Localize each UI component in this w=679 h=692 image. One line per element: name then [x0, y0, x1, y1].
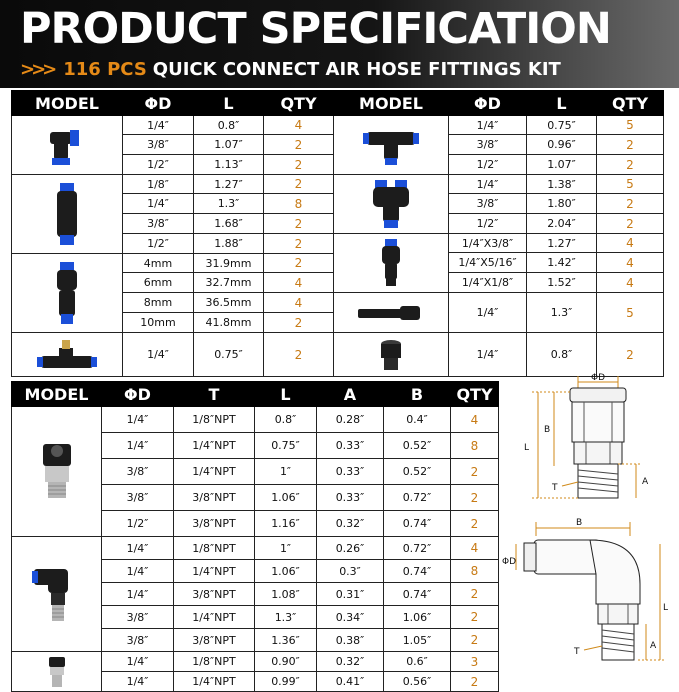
- header-length: L: [194, 91, 264, 116]
- table-cell: 3/8″: [449, 135, 527, 155]
- qty-cell: 8: [451, 560, 499, 583]
- table-cell: 0.4″: [384, 407, 451, 433]
- qty-cell: 5: [597, 293, 664, 333]
- table-cell: 1.3″: [255, 606, 317, 629]
- table-cell: 1/4″: [102, 560, 174, 583]
- header-diameter: ΦD: [102, 382, 174, 407]
- qty-cell: 2: [597, 214, 664, 234]
- straight-connector-dimension-diagram: [512, 372, 672, 504]
- table-cell: 0.26″: [317, 537, 384, 560]
- table-cell: 1.38″: [527, 175, 597, 194]
- table-cell: 1/4″NPT: [174, 672, 255, 692]
- table-cell: 0.38″: [317, 629, 384, 652]
- table-cell: 1.27″: [527, 234, 597, 253]
- table-cell: 1/4″NPT: [174, 606, 255, 629]
- table-cell: 1/4″: [102, 433, 174, 459]
- table-cell: 0.72″: [384, 537, 451, 560]
- table-cell: 41.8mm: [194, 313, 264, 333]
- table-cell: 1/4″: [123, 194, 194, 214]
- table-cell: 10mm: [123, 313, 194, 333]
- table-cell: 1/4″: [102, 583, 174, 606]
- dim-label-l: L: [663, 603, 669, 613]
- header-a: A: [317, 382, 384, 407]
- qty-cell: 2: [451, 629, 499, 652]
- table-cell: 1.27″: [194, 175, 264, 194]
- qty-cell: 8: [264, 194, 334, 214]
- qty-cell: 4: [597, 234, 664, 253]
- table-cell: 32.7mm: [194, 273, 264, 293]
- table-cell: 3/8″NPT: [174, 583, 255, 606]
- table-cell: 0.75″: [255, 433, 317, 459]
- table-cell: 0.33″: [317, 433, 384, 459]
- dim-label-t: T: [574, 647, 580, 657]
- table-cell: 1″: [255, 459, 317, 485]
- qty-cell: 2: [264, 234, 334, 254]
- dim-label-a: A: [650, 641, 657, 651]
- table-cell: 1.88″: [194, 234, 264, 254]
- table-cell: 1.06″: [384, 606, 451, 629]
- qty-cell: 4: [451, 407, 499, 433]
- qty-cell: 4: [264, 116, 334, 135]
- qty-cell: 4: [451, 537, 499, 560]
- table-cell: 3/8″: [123, 214, 194, 234]
- header-model: MODEL: [12, 382, 102, 407]
- qty-cell: 4: [264, 273, 334, 293]
- table-cell: 1/4″: [102, 407, 174, 433]
- table-cell: 1.13″: [194, 155, 264, 175]
- header-length: L: [255, 382, 317, 407]
- table-cell: 3/8″: [449, 194, 527, 214]
- table-cell: 3/8″NPT: [174, 511, 255, 537]
- straight-union-icon: [12, 175, 123, 254]
- dim-label-b: B: [544, 425, 551, 435]
- table-cell: 1.16″: [255, 511, 317, 537]
- table-cell: 1/2″: [449, 214, 527, 234]
- qty-cell: 4: [597, 253, 664, 273]
- dim-label-d: ΦD: [502, 557, 517, 567]
- dim-label-t: T: [552, 483, 558, 493]
- qty-cell: 2: [264, 214, 334, 234]
- table-cell: 0.52″: [384, 433, 451, 459]
- table-cell: 1/2″: [123, 234, 194, 254]
- table-cell: 3/8″NPT: [174, 629, 255, 652]
- table-cell: 1/4″: [449, 116, 527, 135]
- bulkhead-icon: [334, 333, 449, 377]
- header-thread: T: [174, 382, 255, 407]
- table-cell: 1/8″: [123, 175, 194, 194]
- table-cell: 0.90″: [255, 652, 317, 672]
- table-cell: 1/8″NPT: [174, 652, 255, 672]
- table-cell: 36.5mm: [194, 293, 264, 313]
- table-cell: 3/8″: [102, 485, 174, 511]
- table-cell: 1.80″: [527, 194, 597, 214]
- table-cell: 1.07″: [194, 135, 264, 155]
- table-cell: 0.3″: [317, 560, 384, 583]
- table-cell: 1.05″: [384, 629, 451, 652]
- table-cell: 1/2″: [449, 155, 527, 175]
- header-diameter: ΦD: [449, 91, 527, 116]
- table-cell: 1.68″: [194, 214, 264, 234]
- qty-cell: 2: [451, 485, 499, 511]
- table-cell: 0.52″: [384, 459, 451, 485]
- table-cell: 0.96″: [527, 135, 597, 155]
- table-cell: 0.34″: [317, 606, 384, 629]
- table-cell: 1/2″: [123, 155, 194, 175]
- qty-cell: 2: [451, 511, 499, 537]
- spec-table-3: [11, 381, 499, 692]
- qty-cell: 2: [264, 333, 334, 377]
- header-diameter: ΦD: [123, 91, 194, 116]
- table-cell: 0.32″: [317, 652, 384, 672]
- header-model: MODEL: [12, 91, 123, 116]
- elbow-connector-dimension-diagram: [500, 514, 672, 672]
- qty-cell: 2: [264, 313, 334, 333]
- table-cell: 0.75″: [527, 116, 597, 135]
- table-cell: 1.06″: [255, 485, 317, 511]
- table-cell: 1/4″: [123, 116, 194, 135]
- male-straight-connector-icon: [12, 407, 102, 537]
- piece-count: 116 PCS: [63, 59, 147, 80]
- table-cell: 0.74″: [384, 560, 451, 583]
- table-cell: 1/4″: [123, 333, 194, 377]
- table-cell: 1/4″: [449, 175, 527, 194]
- table-cell: 1/4″: [102, 652, 174, 672]
- qty-cell: 4: [264, 293, 334, 313]
- qty-cell: 2: [451, 583, 499, 606]
- table-cell: 1.3″: [194, 194, 264, 214]
- table-cell: 6mm: [123, 273, 194, 293]
- qty-cell: 8: [451, 433, 499, 459]
- qty-cell: 5: [597, 116, 664, 135]
- table-cell: 1/4″: [449, 333, 527, 377]
- table-cell: 0.74″: [384, 583, 451, 606]
- qty-cell: 2: [597, 135, 664, 155]
- table-cell: 1.08″: [255, 583, 317, 606]
- table-cell: 1/4″NPT: [174, 560, 255, 583]
- dim-label-b: B: [576, 518, 583, 528]
- qty-cell: 4: [597, 273, 664, 293]
- table-cell: 1/4″NPT: [174, 459, 255, 485]
- table-cell: 1/4″: [102, 537, 174, 560]
- table-cell: 4mm: [123, 254, 194, 273]
- table-cell: 31.9mm: [194, 254, 264, 273]
- flow-control-valve-icon: [12, 333, 123, 377]
- table-cell: 1/8″NPT: [174, 407, 255, 433]
- qty-cell: 2: [597, 333, 664, 377]
- table-cell: 0.75″: [194, 333, 264, 377]
- table-cell: 0.8″: [527, 333, 597, 377]
- table-cell: 1/2″: [102, 511, 174, 537]
- qty-cell: 2: [451, 672, 499, 692]
- table-cell: 2.04″: [527, 214, 597, 234]
- qty-cell: 2: [451, 606, 499, 629]
- qty-cell: 2: [264, 175, 334, 194]
- table-cell: 0.31″: [317, 583, 384, 606]
- table-cell: 3/8″: [102, 606, 174, 629]
- dim-label-a: A: [642, 477, 649, 487]
- page-title: PRODUCT SPECIFICATION: [20, 4, 611, 54]
- qty-cell: 2: [597, 194, 664, 214]
- table-cell: 1.06″: [255, 560, 317, 583]
- qty-cell: 2: [264, 254, 334, 273]
- header-model: MODEL: [334, 91, 449, 116]
- reducer-fitting-icon: [334, 234, 449, 293]
- qty-cell: 2: [451, 459, 499, 485]
- y-fitting-icon: [334, 175, 449, 234]
- qty-cell: 2: [264, 155, 334, 175]
- table-cell: 0.33″: [317, 485, 384, 511]
- small-male-connector-icon: [12, 652, 102, 692]
- table-cell: 1/4″NPT: [174, 433, 255, 459]
- table-cell: 0.32″: [317, 511, 384, 537]
- qty-cell: 2: [597, 155, 664, 175]
- table-cell: 1″: [255, 537, 317, 560]
- table-cell: 1.42″: [527, 253, 597, 273]
- dim-label-l: L: [524, 443, 530, 453]
- spec-table-2: [333, 90, 664, 377]
- header-qty: QTY: [451, 382, 499, 407]
- table-cell: 0.33″: [317, 459, 384, 485]
- subtitle-text: QUICK CONNECT AIR HOSE FITTINGS KIT: [152, 59, 561, 80]
- table-cell: 0.72″: [384, 485, 451, 511]
- table-cell: 0.74″: [384, 511, 451, 537]
- header-qty: QTY: [597, 91, 664, 116]
- chevrons-icon: >>>: [20, 59, 54, 80]
- header-length: L: [527, 91, 597, 116]
- table-cell: 1/4″X3/8″: [449, 234, 527, 253]
- qty-cell: 2: [264, 135, 334, 155]
- dim-label-d: ΦD: [590, 373, 606, 383]
- table-cell: 0.28″: [317, 407, 384, 433]
- table-cell: 3/8″NPT: [174, 485, 255, 511]
- page-subtitle: [20, 59, 561, 80]
- table-cell: 3/8″: [102, 629, 174, 652]
- male-elbow-connector-icon: [12, 537, 102, 652]
- plug-icon: [334, 293, 449, 333]
- table-cell: 1.07″: [527, 155, 597, 175]
- table-cell: 1.3″: [527, 293, 597, 333]
- table-cell: 0.8″: [194, 116, 264, 135]
- table-cell: 0.41″: [317, 672, 384, 692]
- table-cell: 1.36″: [255, 629, 317, 652]
- table-cell: 1/4″X5/16″: [449, 253, 527, 273]
- header-b: B: [384, 382, 451, 407]
- table-cell: 0.6″: [384, 652, 451, 672]
- table-cell: 0.99″: [255, 672, 317, 692]
- table-cell: 1.52″: [527, 273, 597, 293]
- table-cell: 1/4″X1/8″: [449, 273, 527, 293]
- reducer-union-icon: [12, 254, 123, 333]
- qty-cell: 5: [597, 175, 664, 194]
- elbow-fitting-icon: [12, 116, 123, 175]
- qty-cell: 3: [451, 652, 499, 672]
- tee-fitting-icon: [334, 116, 449, 175]
- table-cell: 0.56″: [384, 672, 451, 692]
- table-cell: 1/4″: [102, 672, 174, 692]
- table-cell: 0.8″: [255, 407, 317, 433]
- table-cell: 8mm: [123, 293, 194, 313]
- spec-table-1: [11, 90, 334, 377]
- table-cell: 1/4″: [449, 293, 527, 333]
- table-cell: 3/8″: [123, 135, 194, 155]
- header-qty: QTY: [264, 91, 334, 116]
- table-cell: 3/8″: [102, 459, 174, 485]
- table-cell: 1/8″NPT: [174, 537, 255, 560]
